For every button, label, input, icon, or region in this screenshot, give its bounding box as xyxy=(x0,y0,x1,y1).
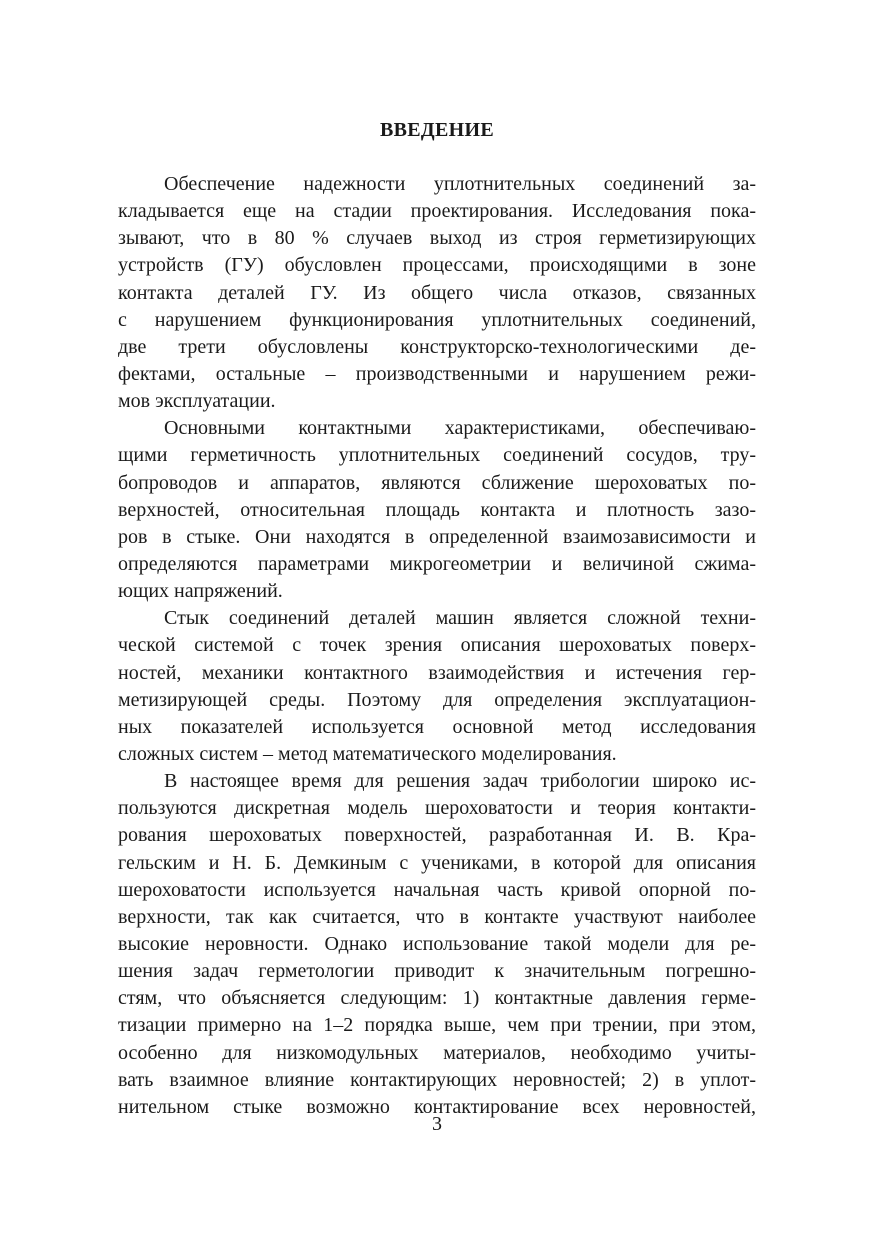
text-line: верхности, так как считается, что в контакте участвуют наиболее xyxy=(118,905,756,928)
text-line: нительном стыке возможно контактирование всех неровностей, xyxy=(118,1095,756,1118)
text-line: контакта деталей ГУ. Из общего числа отказов, связанных xyxy=(118,281,756,304)
text-line: устройств (ГУ) обусловлен процессами, происходящими в зоне xyxy=(118,254,756,277)
page-number: 3 xyxy=(432,1113,442,1135)
text-line: ров в стыке. Они находятся в определенной взаимозависимости и xyxy=(118,525,756,548)
text-line: бопроводов и аппаратов, являются сближение шероховатых по- xyxy=(118,471,756,494)
text-line: метизирующей среды. Поэтому для определения эксплуатацион- xyxy=(118,688,756,711)
paragraph-3 xyxy=(118,605,756,768)
text-line: Обеспечение надежности уплотнительных соединений за- xyxy=(164,173,756,195)
text-line: ных показателей используется основной метод исследования xyxy=(118,715,756,738)
text-line: высокие неровности. Однако использование такой модели для ре- xyxy=(118,932,756,955)
text-line: стям, что объясняется следующим: 1) контактные давления герме- xyxy=(118,987,756,1010)
text-line: шероховатости используется начальная часть кривой опорной по- xyxy=(118,878,756,901)
text-line: зывают, что в 80 % случаев выход из строя герметизирующих xyxy=(118,227,756,250)
text-line: Основными контактными характеристиками, обеспечиваю- xyxy=(164,417,756,440)
text-line: мов эксплуатации. xyxy=(118,390,276,413)
chapter-heading: ВВЕДЕНИЕ xyxy=(380,119,494,141)
text-line: фектами, остальные – производственными и нарушением режи- xyxy=(118,362,756,385)
text-line: сложных систем – метод математического моделирования. xyxy=(118,742,617,765)
body-text xyxy=(118,171,756,1121)
text-line: ющих напряжений. xyxy=(118,580,283,603)
text-line: с нарушением функционирования уплотнительных соединений, xyxy=(118,308,756,331)
text-line: пользуются дискретная модель шероховатости и теория контакти- xyxy=(118,797,756,820)
text-line: В настоящее время для решения задач трибологии широко ис- xyxy=(164,770,756,793)
text-line: две трети обусловлены конструкторско-технологическими де- xyxy=(118,335,756,358)
paragraph-1 xyxy=(118,171,756,415)
text-line: ностей, механики контактного взаимодействия и истечения гер- xyxy=(118,661,756,684)
text-line: ческой системой с точек зрения описания шероховатых поверх- xyxy=(118,634,756,657)
text-line: шения задач герметологии приводит к значительным погрешно- xyxy=(118,960,756,983)
text-line: рования шероховатых поверхностей, разработанная И. В. Кра- xyxy=(118,824,756,847)
text-line: тизации примерно на 1–2 порядка выше, чем при трении, при этом, xyxy=(118,1014,756,1037)
text-line: особенно для низкомодульных материалов, необходимо учиты- xyxy=(118,1041,756,1064)
text-line: определяются параметрами микрогеометрии и величиной сжима- xyxy=(118,552,756,575)
text-line: гельским и Н. Б. Демкиным с учениками, в которой для описания xyxy=(118,851,756,874)
text-line: верхностей, относительная площадь контакта и плотность зазо- xyxy=(118,498,756,521)
text-line: кладывается еще на стадии проектирования. Исследования пока- xyxy=(118,200,756,223)
text-line: щими герметичность уплотнительных соединений сосудов, тру- xyxy=(118,444,756,467)
document-page xyxy=(118,0,756,1240)
text-line: Стык соединений деталей машин является сложной техни- xyxy=(164,607,756,630)
paragraph-2 xyxy=(118,415,756,605)
text-line: вать взаимное влияние контактирующих неровностей; 2) в уплот- xyxy=(118,1068,756,1091)
paragraph-4 xyxy=(118,768,756,1121)
